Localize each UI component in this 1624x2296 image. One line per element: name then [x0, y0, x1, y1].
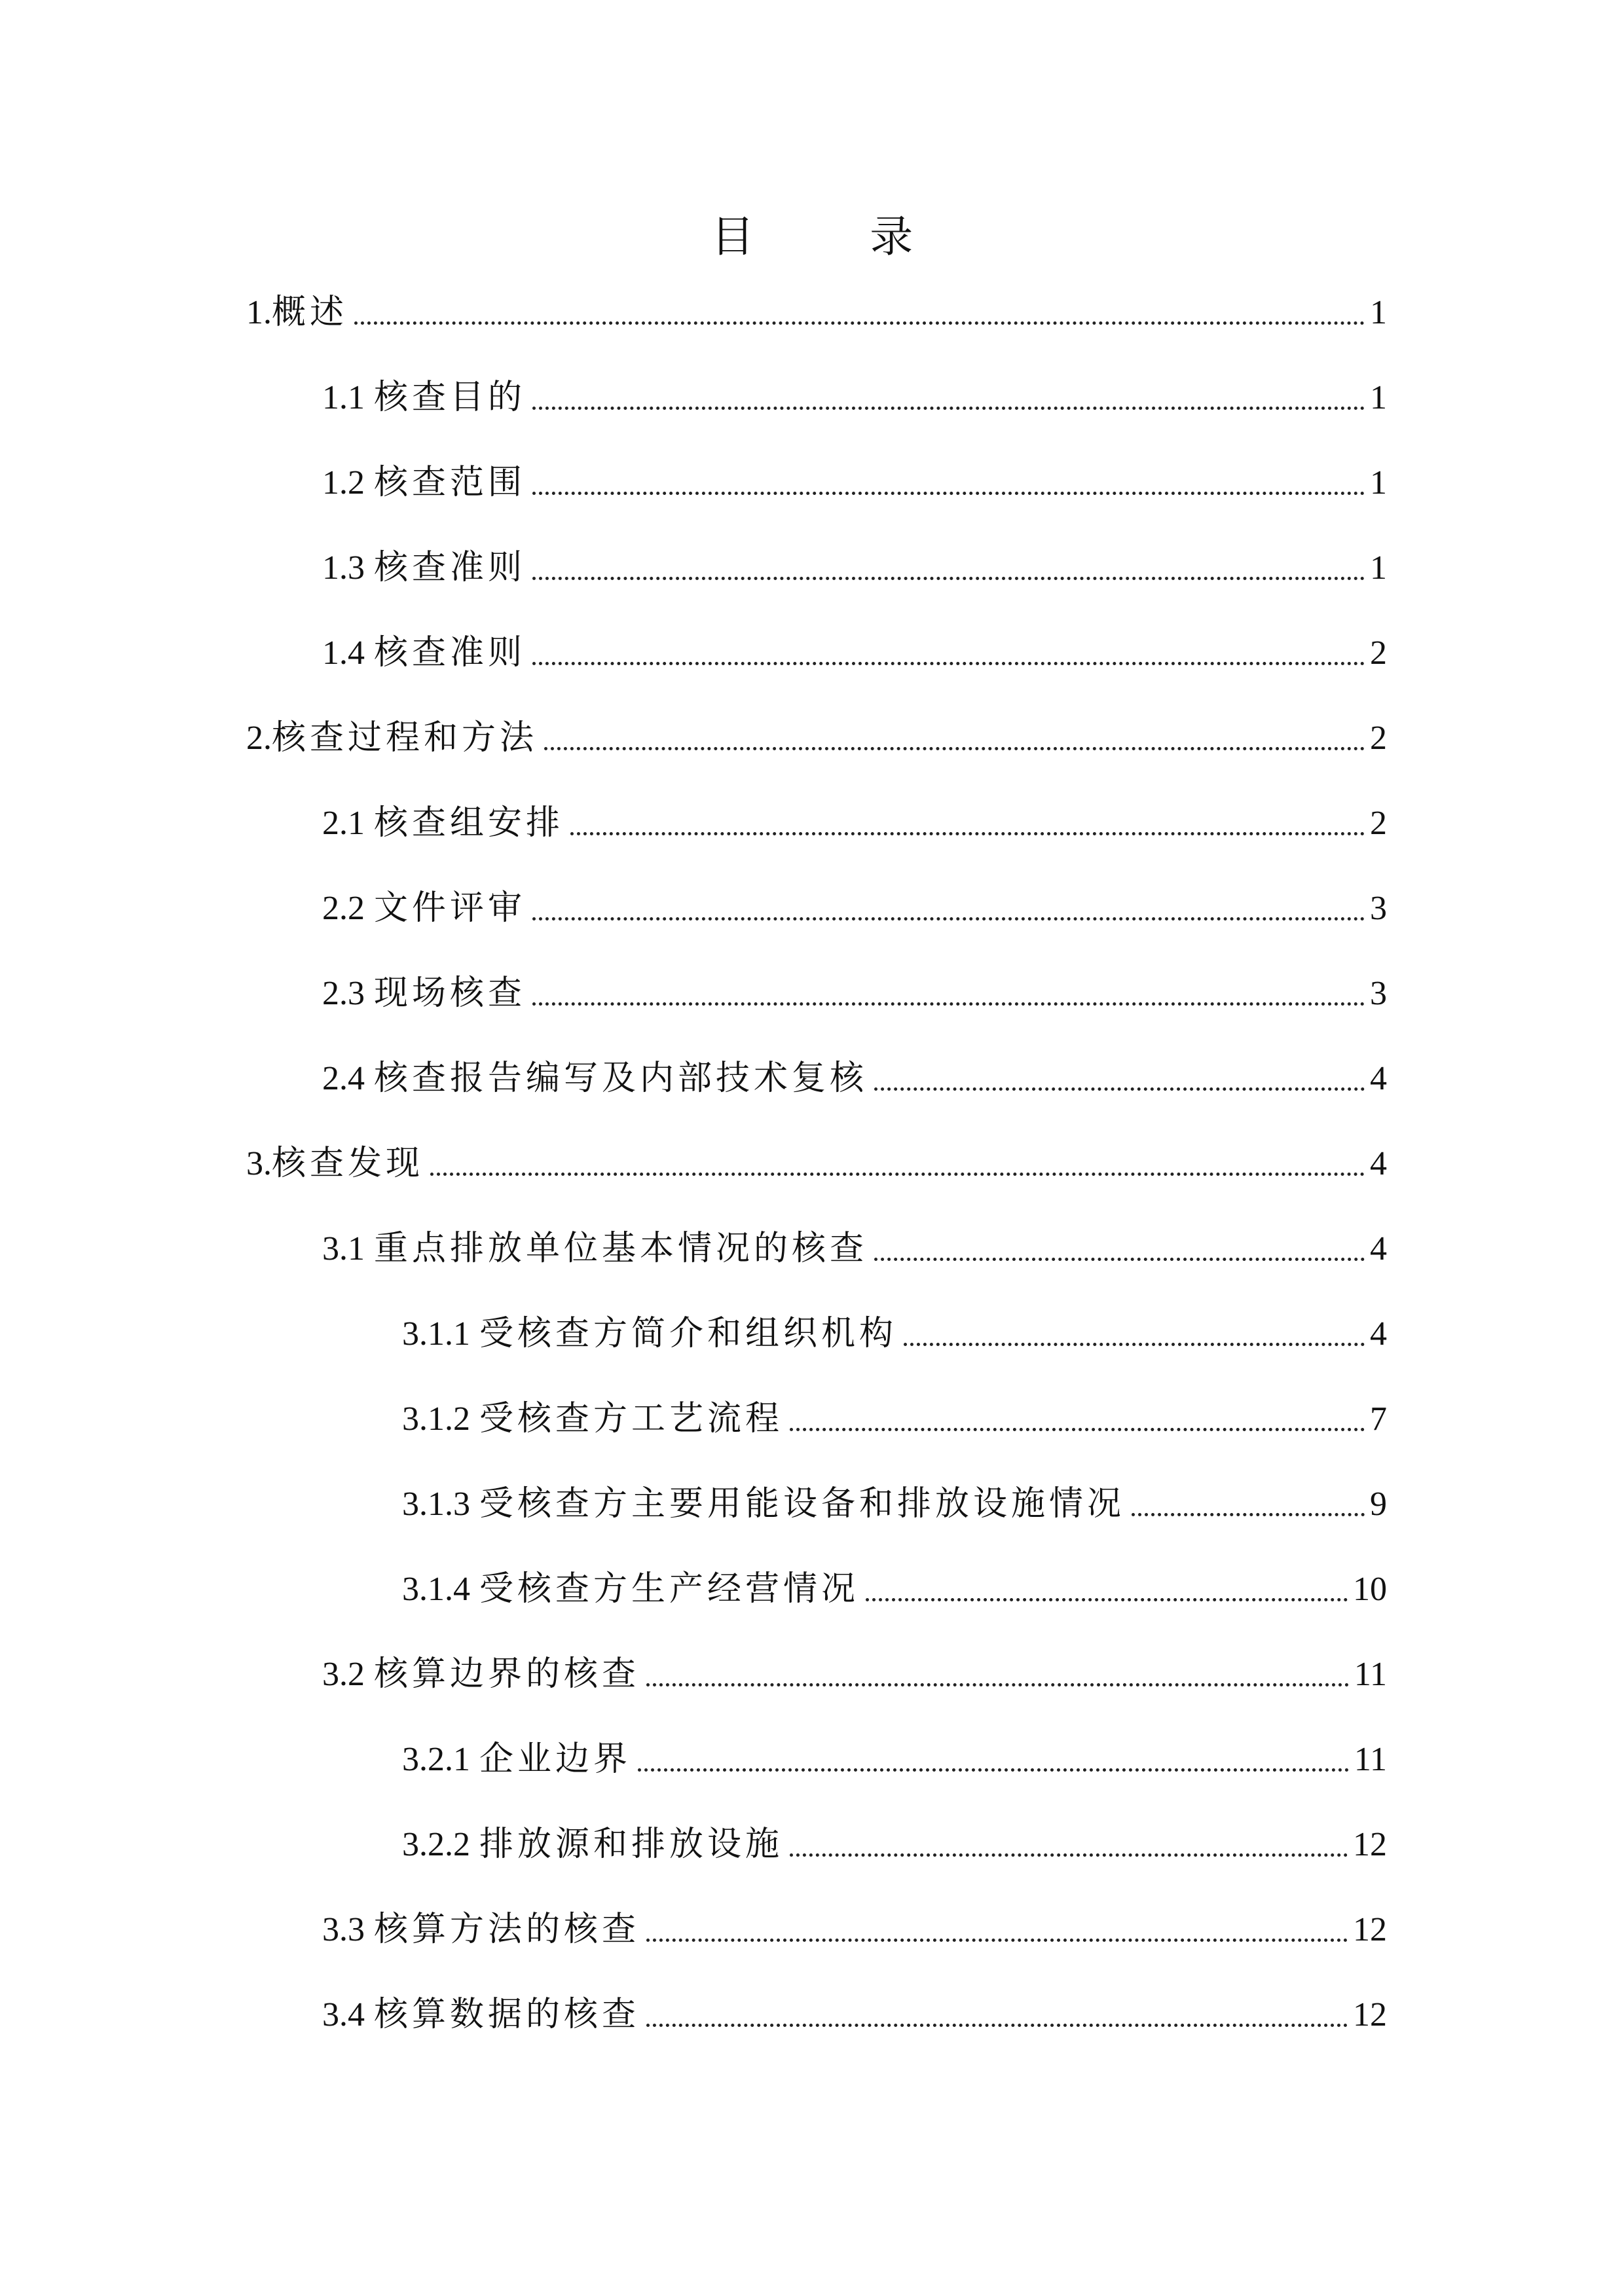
dot-leader	[532, 577, 1365, 580]
toc-entry-number: 2.4	[322, 1060, 365, 1097]
toc-entry-number: 3.1.1	[402, 1315, 470, 1353]
toc-entry[interactable]	[402, 1813, 1387, 1866]
toc-entry-page: 4	[1370, 1230, 1387, 1267]
toc-entry-page: 1	[1370, 379, 1387, 416]
toc-entry-title: 核算边界的核查	[374, 1656, 640, 1693]
toc-entry-number: 1.4	[322, 634, 365, 672]
toc-entry-page: 4	[1370, 1060, 1387, 1097]
dot-leader	[638, 1768, 1349, 1772]
dot-leader	[570, 832, 1365, 835]
toc-entry-number: 3.1.3	[402, 1485, 470, 1523]
toc-entry-number: 1.2	[322, 464, 365, 501]
toc-entry[interactable]	[402, 1473, 1387, 1525]
toc-entry[interactable]	[322, 962, 1387, 1015]
toc-entry-number: 2.	[246, 720, 272, 757]
dot-leader	[532, 492, 1365, 495]
toc-entry-page: 2	[1370, 805, 1387, 842]
toc-entry-number: 3.4	[322, 1996, 365, 2033]
dot-leader	[532, 917, 1365, 920]
dot-leader	[532, 1002, 1365, 1006]
toc-entry-number: 2.3	[322, 975, 365, 1012]
toc-entry-number: 2.1	[322, 805, 365, 842]
dot-leader	[904, 1343, 1365, 1346]
toc-entry-title: 核算方法的核查	[374, 1911, 640, 1948]
toc-entry-page: 1	[1370, 549, 1387, 587]
toc-entry-number: 3.3	[322, 1911, 365, 1948]
toc-entry-title: 现场核查	[374, 975, 526, 1012]
toc-entry[interactable]	[322, 877, 1387, 930]
toc-entry[interactable]	[322, 367, 1387, 419]
toc-entry-title: 核算数据的核查	[374, 1996, 640, 2033]
toc-entry-page: 12	[1353, 1911, 1387, 1948]
dot-leader	[790, 1428, 1365, 1431]
toc-entry-title: 核查发现	[272, 1145, 424, 1182]
toc-entry-number: 1.3	[322, 549, 365, 587]
toc-entry[interactable]	[402, 1303, 1387, 1355]
toc-entry-title: 核查准则	[374, 634, 526, 672]
toc-entry-title: 受核查方主要用能设备和排放设施情况	[479, 1485, 1126, 1523]
dot-leader	[874, 1087, 1365, 1091]
dot-leader	[430, 1173, 1365, 1176]
toc-entry-title: 排放源和排放设施	[479, 1826, 784, 1863]
toc-entry[interactable]	[322, 622, 1387, 674]
toc-entry[interactable]	[246, 1133, 1387, 1185]
toc-entry-page: 1	[1370, 294, 1387, 331]
toc-entry[interactable]	[322, 537, 1387, 589]
toc-entry[interactable]	[402, 1558, 1387, 1611]
toc-entry-page: 3	[1370, 975, 1387, 1012]
toc-entry-page: 7	[1370, 1400, 1387, 1438]
toc-entry-title: 核查目的	[374, 379, 526, 416]
toc-entry-page: 2	[1370, 634, 1387, 672]
toc-entry-page: 1	[1370, 464, 1387, 501]
toc-entry-number: 3.2.2	[402, 1826, 470, 1863]
toc-entry-title: 核查范围	[374, 464, 526, 501]
toc-entry-page: 9	[1370, 1485, 1387, 1523]
toc-entry-title: 核查报告编写及内部技术复核	[374, 1060, 868, 1097]
toc-entry-page: 4	[1370, 1145, 1387, 1182]
toc-entry[interactable]	[246, 282, 1387, 334]
toc-entry[interactable]	[402, 1388, 1387, 1440]
toc-entry-number: 3.2.1	[402, 1741, 470, 1778]
toc-entry[interactable]	[322, 1984, 1387, 2036]
toc-entry[interactable]	[246, 707, 1387, 759]
toc-entry-number: 1.	[246, 294, 272, 331]
toc-entry-page: 2	[1370, 720, 1387, 757]
toc-entry-title: 重点排放单位基本情况的核查	[374, 1230, 868, 1267]
dot-leader	[646, 1939, 1348, 1942]
toc-entry-title: 企业边界	[479, 1741, 632, 1778]
toc-entry-title: 核查过程和方法	[272, 720, 538, 757]
dot-leader	[1132, 1513, 1365, 1516]
toc-entry-page: 12	[1353, 1826, 1387, 1863]
toc-entry[interactable]	[322, 1899, 1387, 1951]
toc-entry-number: 3.1.2	[402, 1400, 470, 1438]
toc-entry[interactable]	[322, 1643, 1387, 1696]
toc-entry-title: 概述	[272, 294, 348, 331]
toc-entry-number: 2.2	[322, 890, 365, 927]
dot-leader	[532, 662, 1365, 665]
dot-leader	[866, 1598, 1348, 1601]
toc-entry-number: 3.1	[322, 1230, 365, 1267]
toc-entry[interactable]	[322, 1218, 1387, 1270]
toc-entry-number: 3.1.4	[402, 1571, 470, 1608]
toc-entry[interactable]	[322, 1048, 1387, 1100]
dot-leader	[646, 2024, 1348, 2027]
dot-leader	[646, 1683, 1349, 1686]
toc-entry-page: 10	[1353, 1571, 1387, 1608]
toc-entry[interactable]	[322, 452, 1387, 504]
toc-entry-number: 3.	[246, 1145, 272, 1182]
dot-leader	[790, 1853, 1348, 1857]
toc-entry-page: 11	[1354, 1656, 1387, 1693]
dot-leader	[544, 747, 1365, 750]
toc-entry-title: 核查组安排	[374, 805, 564, 842]
dot-leader	[874, 1258, 1365, 1261]
toc-entry-page: 12	[1353, 1996, 1387, 2033]
toc-entry-title: 受核查方简介和组织机构	[479, 1315, 898, 1353]
toc-entry-number: 3.2	[322, 1656, 365, 1693]
toc-entry-title: 文件评审	[374, 890, 526, 927]
toc-entry-page: 11	[1354, 1741, 1387, 1778]
toc-entry-title: 受核查方工艺流程	[479, 1400, 784, 1438]
toc-title: 目 录	[710, 213, 966, 261]
toc-entry-number: 1.1	[322, 379, 365, 416]
toc-entry[interactable]	[322, 792, 1387, 845]
dot-leader	[532, 407, 1365, 410]
toc-entry-title: 核查准则	[374, 549, 526, 587]
dot-leader	[354, 321, 1365, 325]
toc-entry-page: 3	[1370, 890, 1387, 927]
toc-entry-page: 4	[1370, 1315, 1387, 1353]
toc-entry-title: 受核查方生产经营情况	[479, 1571, 860, 1608]
toc-entry[interactable]	[402, 1728, 1387, 1781]
